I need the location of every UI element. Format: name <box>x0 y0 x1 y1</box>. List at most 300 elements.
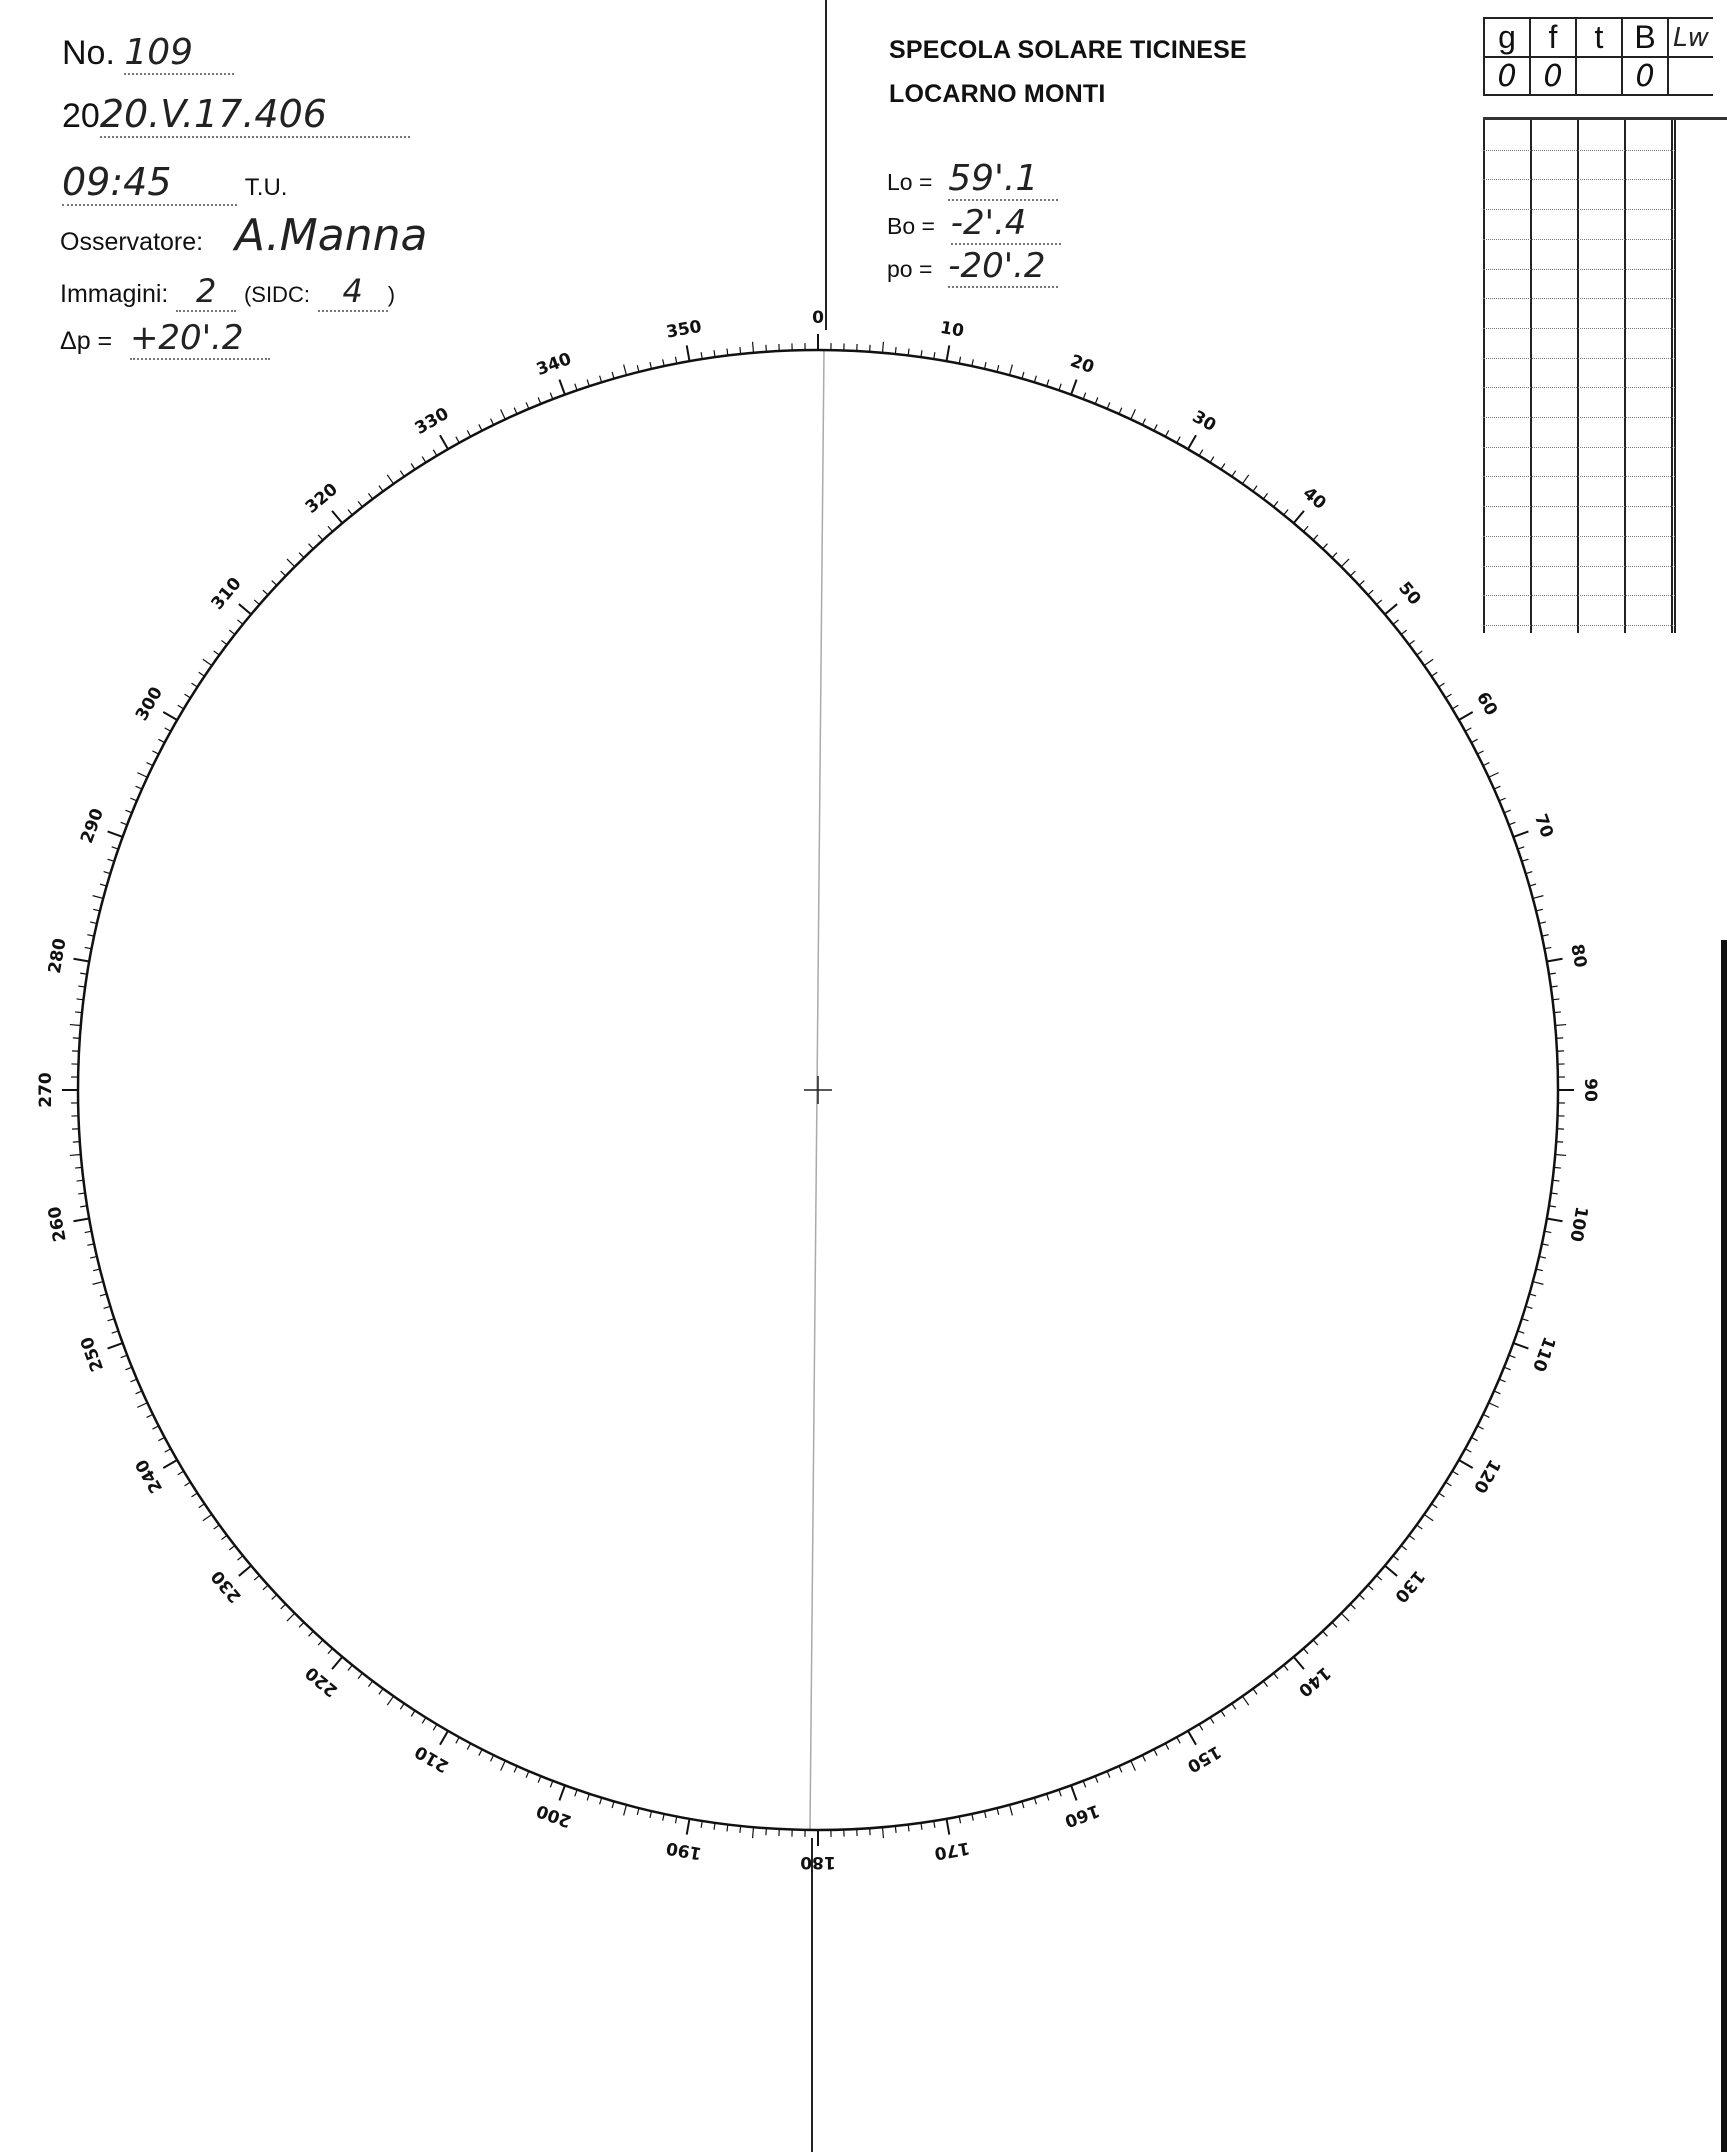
degree-tick <box>104 1306 111 1308</box>
col-B-header: B <box>1622 18 1668 57</box>
degree-tick <box>997 365 999 372</box>
degree-label-0: 0 <box>812 308 824 328</box>
degree-tick <box>1232 471 1236 477</box>
degree-tick <box>358 1673 362 1679</box>
degree-label-130: 130 <box>1390 1566 1429 1607</box>
degree-tick <box>440 1731 448 1745</box>
param-B0-value: -2'.4 <box>951 203 1061 245</box>
degree-tick <box>908 1824 909 1831</box>
degree-tick <box>1459 712 1473 720</box>
degree-tick <box>587 380 589 387</box>
degree-tick <box>491 419 494 425</box>
degree-tick <box>1294 1657 1304 1669</box>
degree-tick <box>93 896 104 899</box>
degree-label-180: 180 <box>800 1852 836 1872</box>
count-table <box>1483 17 1713 96</box>
degree-tick <box>491 1755 494 1761</box>
degree-tick <box>1177 1737 1180 1743</box>
degree-tick <box>440 435 448 449</box>
degree-tick <box>467 1743 470 1749</box>
degree-tick <box>1083 1781 1086 1788</box>
degree-tick <box>1142 419 1145 425</box>
degree-tick <box>1533 896 1544 899</box>
degree-tick <box>882 1827 883 1838</box>
param-L0-row <box>887 158 1058 201</box>
count-table-rows <box>1483 120 1675 633</box>
degree-tick <box>1350 571 1355 576</box>
degree-tick <box>624 365 627 376</box>
degree-tick <box>727 1824 728 1831</box>
degree-label-350: 350 <box>664 316 704 343</box>
degree-tick <box>1489 773 1499 778</box>
param-B0-row <box>887 203 1061 245</box>
table-column-line <box>1674 120 1676 633</box>
degree-tick <box>1010 365 1013 376</box>
degree-label-210: 210 <box>411 1741 453 1777</box>
degree-tick <box>526 1771 529 1777</box>
sidc-label: (SIDC: <box>243 282 310 307</box>
degree-tick <box>1547 959 1563 962</box>
degree-tick <box>650 362 652 369</box>
degree-tick <box>1303 526 1308 531</box>
degree-tick <box>203 659 212 665</box>
degree-tick <box>178 1471 184 1475</box>
degree-tick <box>1341 559 1349 567</box>
degree-tick <box>130 798 136 801</box>
degree-tick <box>104 872 111 874</box>
degree-tick <box>559 380 564 395</box>
degree-tick <box>1253 1689 1257 1695</box>
degree-label-270: 270 <box>36 1072 56 1108</box>
degree-label-250: 250 <box>77 1333 109 1375</box>
degree-tick <box>1522 1319 1529 1321</box>
degree-tick <box>1177 437 1180 443</box>
degree-tick <box>121 1355 128 1358</box>
degree-tick <box>637 1808 639 1815</box>
degree-tick <box>501 409 506 419</box>
table-row-line <box>1483 595 1675 596</box>
degree-tick <box>387 475 393 484</box>
table-row-line <box>1483 476 1675 477</box>
degree-tick <box>908 349 909 356</box>
time-unit: T.U. <box>244 174 288 201</box>
degree-tick <box>185 694 191 698</box>
delta-p-label: Δp = <box>60 327 113 355</box>
degree-tick <box>87 935 94 936</box>
degree-tick <box>1471 1437 1477 1440</box>
degree-tick <box>108 1343 123 1348</box>
degree-tick <box>1165 1743 1168 1749</box>
delta-p-row <box>60 318 270 360</box>
degree-tick <box>1477 1426 1483 1429</box>
degree-tick <box>1341 1613 1349 1621</box>
degree-tick <box>1401 1546 1407 1550</box>
col-B-value: 0 <box>1622 57 1668 95</box>
degree-tick <box>1210 1718 1214 1724</box>
degree-tick <box>87 1244 94 1245</box>
degree-tick <box>1526 872 1533 874</box>
degree-tick <box>1313 1640 1318 1645</box>
table-row-line <box>1483 269 1675 270</box>
degree-tick <box>882 342 883 353</box>
degree-label-170: 170 <box>932 1837 972 1864</box>
degree-tick <box>328 1648 333 1653</box>
degree-tick <box>1552 999 1559 1000</box>
degree-tick <box>1542 935 1549 936</box>
table-row-line <box>1483 358 1675 359</box>
degree-tick <box>1376 600 1381 605</box>
degree-tick <box>1010 1805 1013 1816</box>
degree-label-240: 240 <box>131 1455 167 1497</box>
institution-name: SPECOLA SOLARE TICINESE <box>889 36 1247 64</box>
degree-tick <box>575 1790 577 1797</box>
degree-label-280: 280 <box>44 936 71 976</box>
col-lw-header: Lw <box>1668 18 1713 57</box>
degree-tick <box>185 1482 191 1486</box>
degree-tick <box>379 486 383 492</box>
degree-tick <box>1494 1391 1500 1394</box>
degree-tick <box>1431 1504 1437 1508</box>
count-table-header <box>1484 18 1713 57</box>
col-g-header: g <box>1484 18 1530 57</box>
table-row-line <box>1483 566 1675 567</box>
degree-tick <box>1459 1460 1473 1468</box>
degree-tick <box>358 501 362 507</box>
degree-label-30: 30 <box>1188 406 1220 437</box>
degree-tick <box>687 345 690 361</box>
degree-tick <box>433 1724 437 1730</box>
degree-tick <box>1431 672 1437 676</box>
time-row <box>62 160 287 206</box>
degree-label-190: 190 <box>664 1837 704 1864</box>
degree-tick <box>1034 1798 1036 1805</box>
time-value: 09:45 <box>62 160 237 206</box>
degree-tick <box>1542 1244 1549 1245</box>
param-p0-label: po = <box>887 256 933 282</box>
degree-tick <box>254 1575 259 1580</box>
degree-tick <box>203 1514 212 1520</box>
degree-tick <box>1452 1471 1458 1475</box>
degree-tick <box>1471 739 1477 742</box>
table-row-line <box>1483 387 1675 388</box>
table-row-line <box>1483 506 1675 507</box>
degree-tick <box>239 1566 251 1576</box>
degree-tick <box>1368 1585 1373 1590</box>
degree-tick <box>1494 786 1500 789</box>
degree-tick <box>237 620 242 624</box>
degree-tick <box>368 493 372 499</box>
degree-tick <box>77 999 84 1000</box>
degree-label-300: 300 <box>131 683 167 725</box>
degree-tick <box>192 683 198 687</box>
degree-tick <box>1294 511 1304 523</box>
degree-tick <box>1539 922 1546 924</box>
degree-tick <box>1465 728 1471 731</box>
degree-label-110: 110 <box>1527 1333 1559 1375</box>
degree-label-160: 160 <box>1061 1799 1103 1831</box>
degree-tick <box>1554 1167 1561 1168</box>
degree-label-220: 220 <box>301 1662 342 1701</box>
degree-tick <box>309 544 314 549</box>
degree-tick <box>1477 751 1483 754</box>
degree-tick <box>112 1331 119 1333</box>
degree-tick <box>1401 630 1407 634</box>
degree-label-100: 100 <box>1565 1204 1592 1244</box>
degree-tick <box>1554 1012 1561 1013</box>
degree-tick <box>163 712 177 720</box>
degree-tick <box>112 847 119 849</box>
degree-tick <box>1518 847 1525 849</box>
degree-tick <box>1199 450 1203 456</box>
degree-tick <box>895 1826 896 1833</box>
degree-tick <box>1452 705 1458 709</box>
year-prefix: 20 <box>62 97 100 135</box>
degree-tick <box>1107 1771 1110 1777</box>
degree-tick <box>108 859 115 861</box>
degree-tick <box>600 1798 602 1805</box>
table-row-line <box>1483 298 1675 299</box>
degree-tick <box>1274 1673 1278 1679</box>
degree-label-320: 320 <box>301 479 342 518</box>
degree-tick <box>1071 1785 1076 1800</box>
degree-tick <box>456 437 459 443</box>
degree-tick <box>972 359 973 366</box>
degree-tick <box>348 1665 352 1670</box>
degree-tick <box>90 922 97 924</box>
degree-tick <box>1047 380 1049 387</box>
degree-tick <box>1409 1535 1415 1539</box>
degree-tick <box>299 1622 304 1627</box>
degree-tick <box>309 1631 314 1636</box>
degree-tick <box>559 1785 564 1800</box>
param-B0-label: Bo = <box>887 213 935 239</box>
degree-tick <box>137 773 147 778</box>
degree-tick <box>147 763 153 766</box>
degree-tick <box>75 1167 82 1168</box>
sidc-close: ) <box>387 282 396 307</box>
degree-tick <box>263 590 268 595</box>
degree-label-230: 230 <box>207 1566 246 1607</box>
degree-tick <box>332 511 342 523</box>
degree-tick <box>1142 1755 1145 1761</box>
degree-label-20: 20 <box>1067 351 1097 379</box>
degree-tick <box>1417 651 1423 655</box>
table-row-line <box>1483 239 1675 240</box>
degree-tick <box>479 1749 482 1755</box>
degree-tick <box>1368 590 1373 595</box>
institution-location: LOCARNO MONTI <box>889 80 1106 108</box>
degree-tick <box>1417 1525 1423 1529</box>
table-row-line <box>1483 179 1675 180</box>
degree-tick <box>1323 544 1328 549</box>
degree-label-140: 140 <box>1294 1662 1335 1701</box>
degree-tick <box>1047 1794 1049 1801</box>
degree-label-310: 310 <box>207 573 246 614</box>
degree-tick <box>93 1269 100 1271</box>
degree-tick <box>328 526 333 531</box>
degree-tick <box>1274 501 1278 507</box>
degree-tick <box>740 1826 741 1833</box>
table-row-line <box>1483 328 1675 329</box>
degree-label-80: 80 <box>1566 942 1591 970</box>
degree-tick <box>422 1718 426 1724</box>
table-row-line <box>1483 536 1675 537</box>
degree-tick <box>237 1556 242 1560</box>
degree-tick <box>158 1437 164 1440</box>
degree-label-290: 290 <box>77 805 109 847</box>
table-row-line <box>1483 625 1675 626</box>
degree-tick <box>1522 859 1529 861</box>
degree-tick <box>1332 553 1337 558</box>
degree-tick <box>90 1256 97 1258</box>
degree-label-50: 50 <box>1394 578 1425 610</box>
degree-tick <box>254 600 259 605</box>
record-number-label: No. <box>62 34 115 72</box>
table-row-line <box>1483 209 1675 210</box>
degree-label-120: 120 <box>1469 1455 1505 1497</box>
degree-tick <box>93 909 100 911</box>
degree-tick <box>1263 1681 1267 1687</box>
degree-tick <box>1210 457 1214 463</box>
degree-tick <box>1154 424 1157 430</box>
degree-tick <box>1165 430 1168 436</box>
degree-tick <box>663 1814 664 1821</box>
param-L0-value: 59'.1 <box>948 158 1058 201</box>
table-column-line <box>1577 120 1579 633</box>
degree-tick <box>400 471 404 477</box>
degree-tick <box>624 1805 627 1816</box>
degree-tick <box>158 739 164 742</box>
degree-label-260: 260 <box>44 1204 71 1244</box>
param-p0-value: -20'.2 <box>948 246 1058 288</box>
degree-tick <box>538 1776 541 1782</box>
degree-label-10: 10 <box>938 317 966 342</box>
degree-tick <box>214 651 220 655</box>
degree-tick <box>972 1814 973 1821</box>
degree-tick <box>1232 1703 1236 1709</box>
degree-tick <box>1539 1256 1546 1258</box>
degree-tick <box>165 728 171 731</box>
degree-tick <box>1221 464 1225 470</box>
degree-tick <box>1071 380 1076 395</box>
table-column-line <box>1483 120 1485 633</box>
table-column-line <box>1671 120 1673 633</box>
observer-label: Osservatore: <box>60 228 204 256</box>
degree-tick <box>727 349 728 356</box>
degree-tick <box>178 705 184 709</box>
degree-tick <box>1499 1379 1505 1382</box>
col-t-value <box>1576 57 1622 95</box>
table-row-line <box>1483 150 1675 151</box>
table-row-line <box>1483 447 1675 448</box>
degree-tick <box>1536 1269 1543 1271</box>
degree-tick <box>130 1379 136 1382</box>
degree-tick <box>1509 822 1516 825</box>
degree-tick <box>1059 1790 1061 1797</box>
degree-tick <box>272 1595 277 1600</box>
degree-tick <box>514 408 517 414</box>
degree-tick <box>70 1025 81 1026</box>
col-g-value: 0 <box>1484 57 1530 95</box>
degree-tick <box>984 1811 986 1818</box>
degree-tick <box>299 553 304 558</box>
degree-tick <box>287 559 295 567</box>
degree-tick <box>637 365 639 372</box>
degree-tick <box>1083 393 1086 400</box>
degree-tick <box>1393 620 1398 624</box>
degree-tick <box>1504 1367 1510 1370</box>
degree-tick <box>108 1319 115 1321</box>
degree-tick <box>221 1535 227 1539</box>
degree-tick <box>1526 1306 1533 1308</box>
degree-tick <box>387 1696 393 1705</box>
degree-tick <box>479 424 482 430</box>
degree-tick <box>137 1403 147 1408</box>
degree-tick <box>663 359 664 366</box>
degree-tick <box>1199 1724 1203 1730</box>
degree-tick <box>1359 1595 1364 1600</box>
degree-tick <box>221 640 227 644</box>
degree-tick <box>984 362 986 369</box>
degree-tick <box>1095 1776 1098 1782</box>
degree-tick <box>199 1504 205 1508</box>
date-value: 20.V.17.406 <box>100 92 410 138</box>
observer-row <box>60 210 427 261</box>
degree-tick <box>281 571 286 576</box>
col-f-header: f <box>1530 18 1576 57</box>
degree-tick <box>1332 1622 1337 1627</box>
degree-tick <box>501 1761 506 1771</box>
degree-label-200: 200 <box>533 1799 575 1831</box>
degree-tick <box>73 1218 89 1221</box>
degree-tick <box>526 402 529 408</box>
degree-tick <box>1385 1566 1397 1576</box>
degree-tick <box>1303 1648 1308 1653</box>
degree-tick <box>1393 1556 1398 1560</box>
degree-tick <box>93 1282 104 1285</box>
degree-tick <box>1263 493 1267 499</box>
degree-tick <box>1533 1282 1544 1285</box>
degree-tick <box>281 1604 286 1609</box>
degree-tick <box>125 810 131 813</box>
degree-tick <box>895 347 896 354</box>
param-L0-label: Lo = <box>887 169 933 195</box>
degree-tick <box>1483 1414 1489 1417</box>
degree-tick <box>753 342 754 353</box>
degree-tick <box>136 1391 142 1394</box>
degree-label-70: 70 <box>1529 811 1557 841</box>
degree-tick <box>456 1737 459 1743</box>
degree-label-90: 90 <box>1580 1078 1600 1102</box>
degree-tick <box>1284 1665 1288 1670</box>
degree-tick <box>239 604 251 614</box>
degree-tick <box>1350 1604 1355 1609</box>
sidc-value: 4 <box>318 272 388 312</box>
degree-tick <box>199 672 205 676</box>
degree-tick <box>1242 1696 1248 1705</box>
degree-tick <box>411 464 415 470</box>
degree-tick <box>229 1546 235 1550</box>
degree-tick <box>287 1613 295 1621</box>
degree-tick <box>1504 810 1510 813</box>
degree-tick <box>147 1414 153 1417</box>
col-f-value: 0 <box>1530 57 1576 95</box>
degree-tick <box>587 1794 589 1801</box>
degree-tick <box>650 1811 652 1818</box>
degree-tick <box>1555 1025 1566 1026</box>
degree-tick <box>1119 408 1122 414</box>
degree-tick <box>1323 1631 1328 1636</box>
